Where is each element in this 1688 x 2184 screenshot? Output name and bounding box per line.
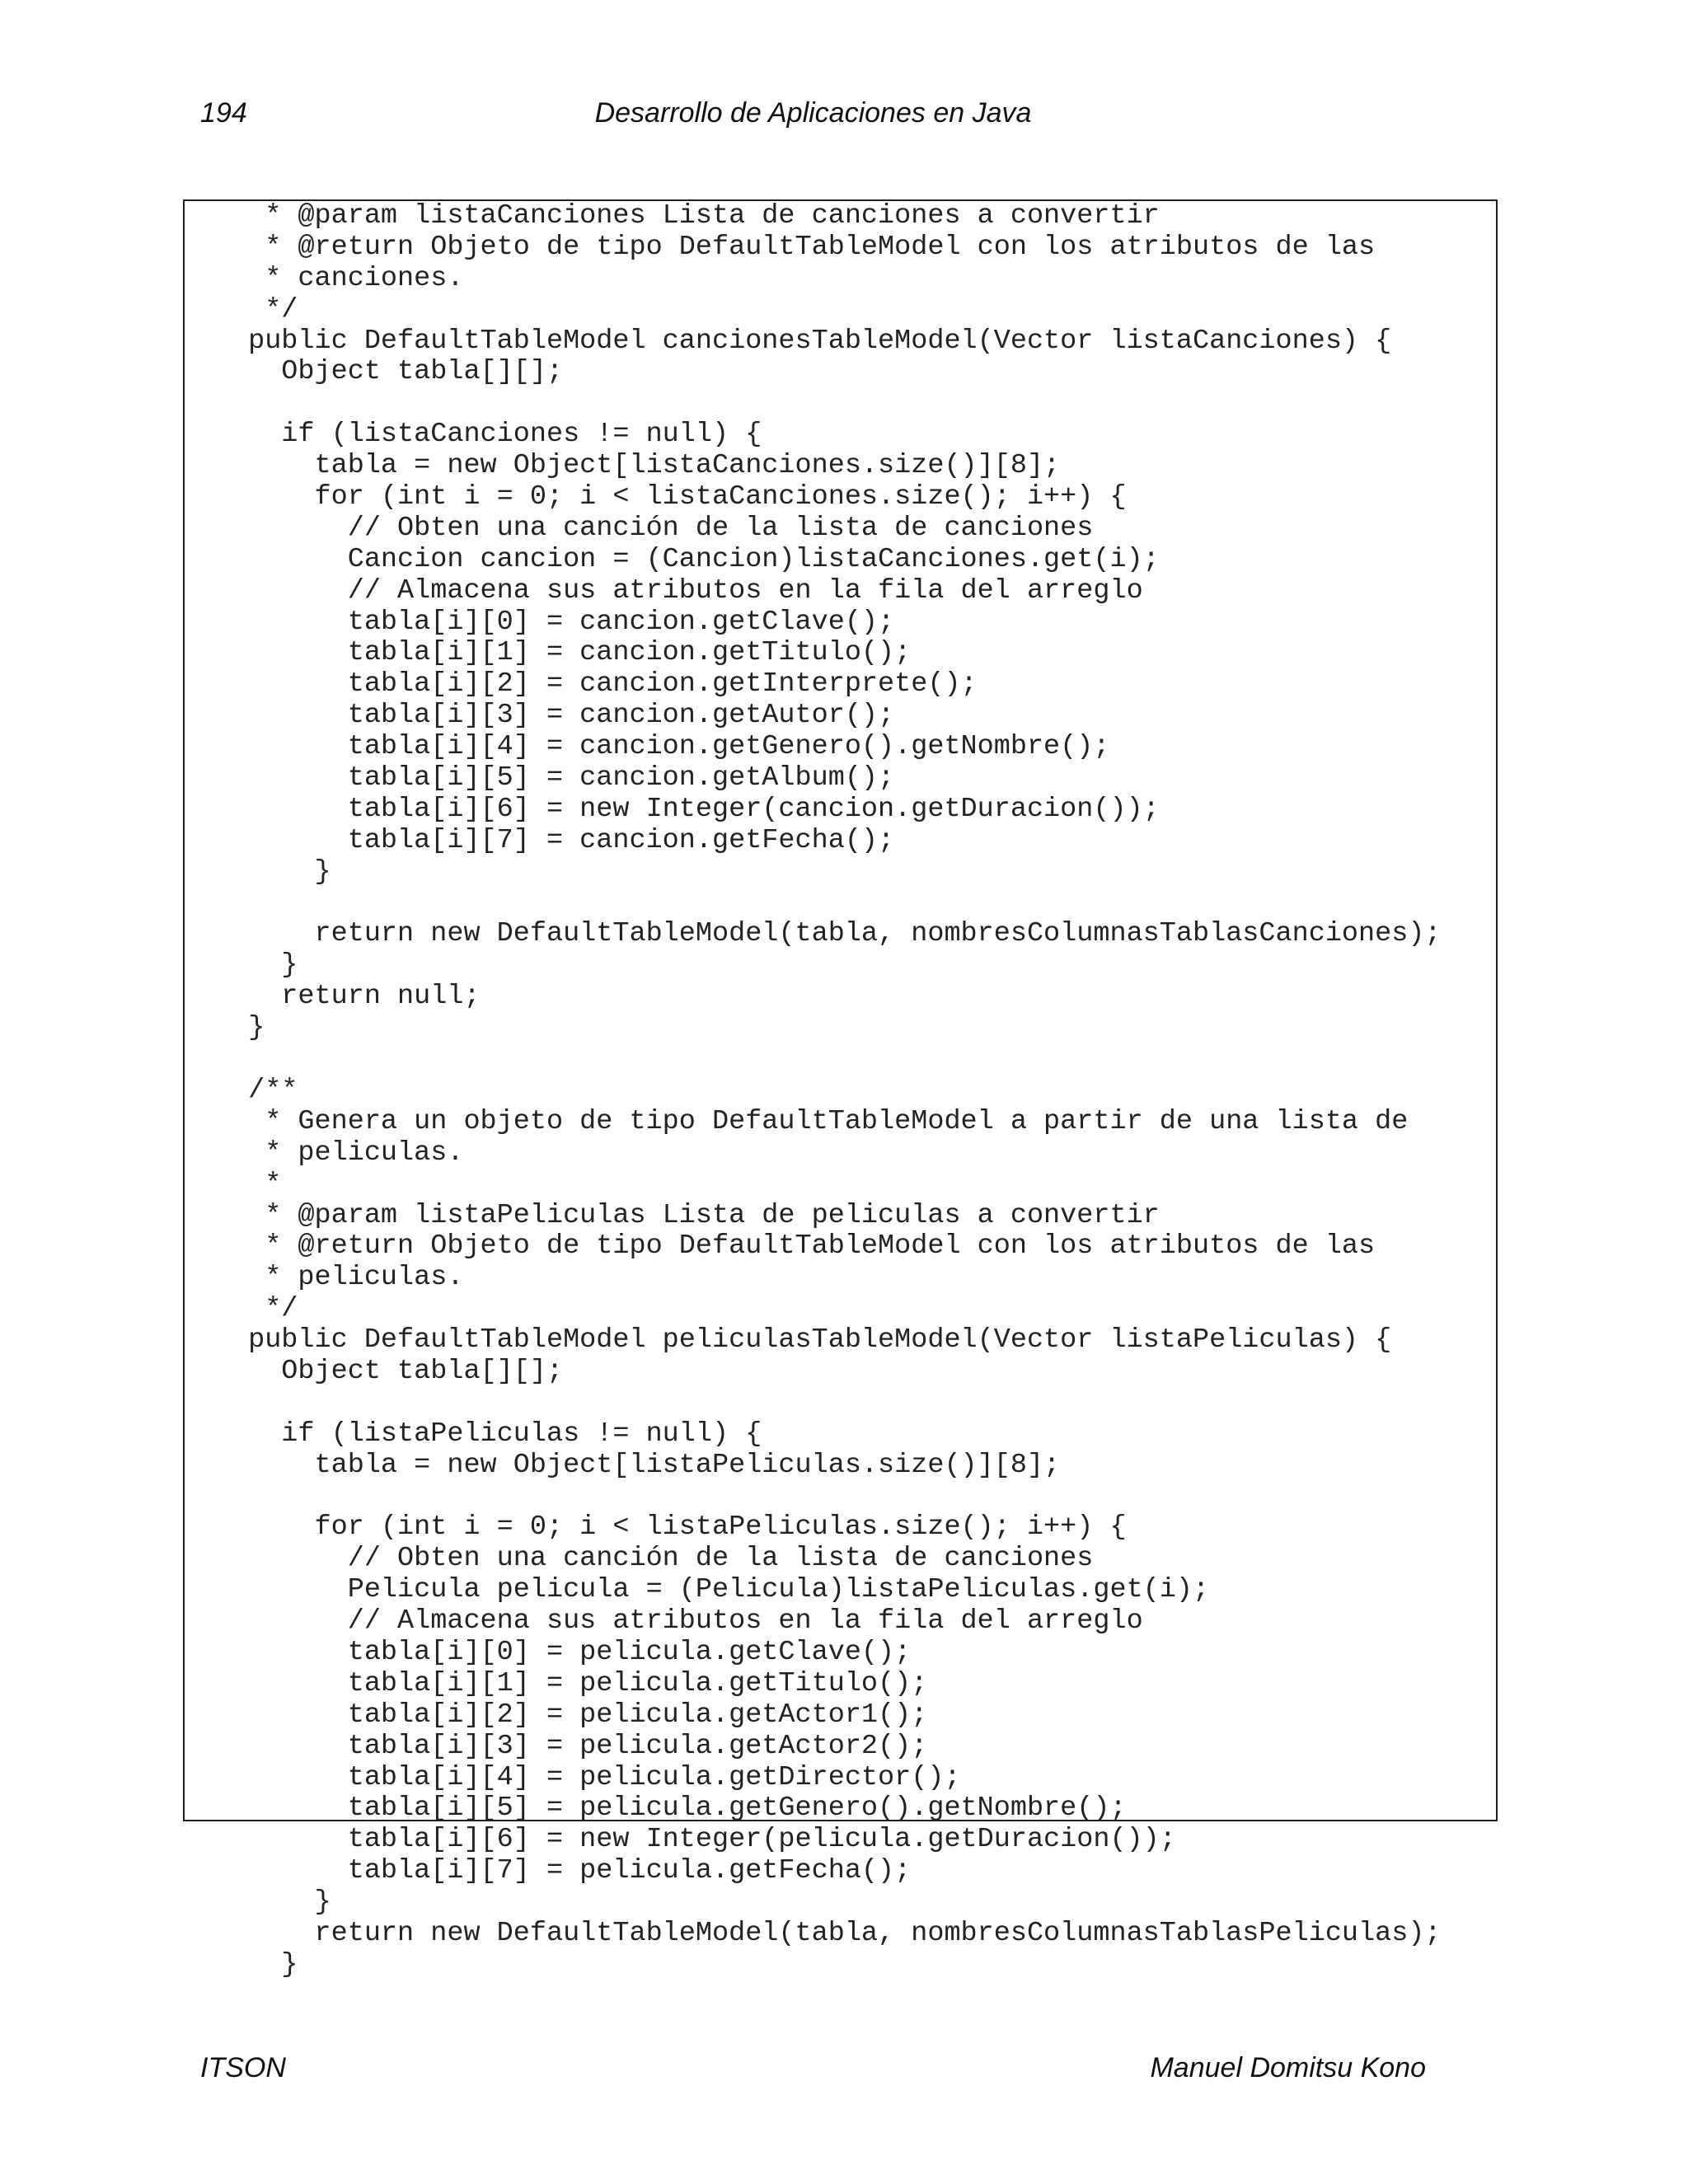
- book-title: Desarrollo de Aplicaciones en Java: [594, 97, 1032, 129]
- code-line: // Obten una canción de la lista de canciones: [232, 1543, 1094, 1575]
- code-line: tabla[i][1] = pelicula.getTitulo();: [232, 1667, 928, 1699]
- code-line: // Obten una canción de la lista de canciones: [232, 512, 1094, 544]
- code-line: *: [232, 1168, 282, 1200]
- footer-institution: ITSON: [200, 2052, 286, 2083]
- code-line: * @param listaPeliculas Lista de peliculas a convertir: [232, 1199, 1160, 1231]
- code-line: return null;: [232, 981, 481, 1013]
- code-line: Object tabla[][];: [232, 1355, 564, 1387]
- code-listing-box: [183, 199, 1498, 1980]
- code-line: Cancion cancion = (Cancion)listaCanciones.get(i);: [232, 543, 1160, 575]
- code-line: // Almacena sus atributos en la fila del arreglo: [232, 574, 1143, 607]
- footer-author: Manuel Domitsu Kono: [1150, 2052, 1426, 2083]
- code-line: Pelicula pelicula = (Pelicula)listaPeliculas.get(i);: [232, 1574, 1210, 1606]
- code-line: tabla[i][3] = cancion.getAutor();: [232, 700, 895, 732]
- code-line: // Almacena sus atributos en la fila del arreglo: [232, 1605, 1143, 1638]
- code-line: tabla[i][2] = pelicula.getActor1();: [232, 1699, 928, 1731]
- code-line: tabla[i][0] = pelicula.getClave();: [232, 1636, 912, 1668]
- code-line: tabla[i][5] = cancion.getAlbum();: [232, 762, 895, 794]
- code-line: tabla[i][7] = pelicula.getFecha();: [232, 1855, 912, 1887]
- code-line: tabla[i][1] = cancion.getTitulo();: [232, 637, 912, 669]
- code-line: if (listaCanciones != null) {: [232, 419, 762, 451]
- code-line: for (int i = 0; i < listaPeliculas.size(); i++) {: [232, 1511, 1127, 1544]
- code-line: }: [232, 1012, 265, 1044]
- code-line: tabla[i][5] = pelicula.getGenero().getNombre();: [232, 1793, 1127, 1825]
- code-line: }: [232, 1948, 298, 1980]
- code-line: public DefaultTableModel peliculasTableModel(Vector listaPeliculas) {: [232, 1324, 1392, 1357]
- code-line: * peliculas.: [232, 1262, 464, 1294]
- code-line: return new DefaultTableModel(tabla, nombresColumnasTablasCanciones);: [232, 918, 1442, 950]
- code-line: tabla[i][4] = pelicula.getDirector();: [232, 1761, 961, 1793]
- code-line: tabla[i][7] = cancion.getFecha();: [232, 824, 895, 856]
- code-line: [232, 888, 1442, 920]
- code-line: tabla = new Object[listaCanciones.size()][8];: [232, 450, 1061, 482]
- code-line: tabla[i][3] = pelicula.getActor2();: [232, 1730, 928, 1762]
- code-line: tabla[i][6] = new Integer(cancion.getDuracion());: [232, 793, 1160, 825]
- code-line: public DefaultTableModel cancionesTableModel(Vector listaCanciones) {: [232, 325, 1392, 357]
- code-line: [232, 1044, 1442, 1076]
- code-line: return new DefaultTableModel(tabla, nombresColumnasTablasPeliculas);: [232, 1917, 1442, 1949]
- page-number: 194: [200, 97, 247, 129]
- code-line: tabla[i][2] = cancion.getInterprete();: [232, 668, 978, 701]
- code-line: [232, 1482, 1442, 1513]
- code-line: [232, 1388, 1442, 1419]
- code-line: }: [232, 1886, 331, 1919]
- code-line: * @param listaCanciones Lista de canciones a convertir: [232, 200, 1160, 232]
- code-line: tabla[i][4] = cancion.getGenero().getNombre();: [232, 731, 1110, 763]
- code-line: * @return Objeto de tipo DefaultTableModel con los atributos de las: [232, 231, 1376, 263]
- code-line: */: [232, 1293, 298, 1325]
- code-line: [232, 388, 1442, 419]
- page-header: [200, 97, 1426, 134]
- code-line: }: [232, 949, 298, 982]
- code-line: */: [232, 293, 298, 326]
- code-line: * @return Objeto de tipo DefaultTableModel con los atributos de las: [232, 1230, 1376, 1263]
- code-line: tabla[i][0] = cancion.getClave();: [232, 606, 895, 638]
- code-line: Object tabla[][];: [232, 356, 564, 388]
- code-line: if (listaPeliculas != null) {: [232, 1418, 762, 1450]
- code-line: * Genera un objeto de tipo DefaultTableModel a partir de una lista de: [232, 1105, 1409, 1137]
- code-line: tabla = new Object[listaPeliculas.size()][8];: [232, 1449, 1061, 1481]
- code-line: * peliculas.: [232, 1137, 464, 1169]
- code-line: }: [232, 855, 331, 888]
- code-line: tabla[i][6] = new Integer(pelicula.getDuracion());: [232, 1824, 1176, 1856]
- page-footer: [200, 2052, 1426, 2088]
- code-line: * canciones.: [232, 262, 464, 294]
- code-listing: [232, 201, 1442, 1981]
- code-line: for (int i = 0; i < listaCanciones.size(); i++) {: [232, 481, 1127, 513]
- code-line: /**: [232, 1074, 298, 1106]
